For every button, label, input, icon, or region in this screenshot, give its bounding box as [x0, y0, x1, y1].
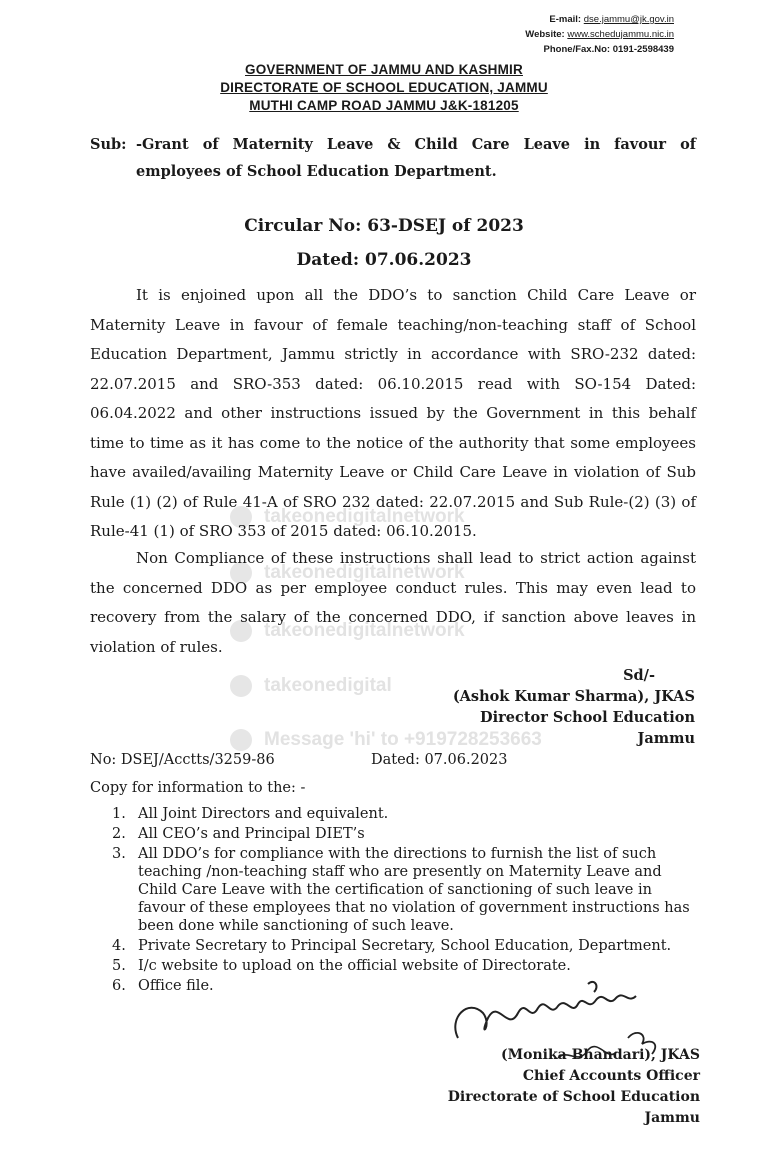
phone-line: Phone/Fax.No: 0191-2598439 — [543, 44, 674, 55]
subject-block — [90, 131, 696, 185]
address-header: MUTHI CAMP ROAD JAMMU J&K-181205 — [249, 98, 519, 113]
sd-mark: Sd/- — [623, 667, 655, 684]
email-link[interactable]: dse.jammu@jk.gov.in — [583, 14, 674, 25]
subject-label: Sub: — [90, 136, 127, 153]
signatory-name: (Ashok Kumar Sharma), JKAS — [452, 688, 695, 705]
website-link[interactable]: www.schedujammu.nic.in — [567, 29, 674, 40]
directorate-header: DIRECTORATE OF SCHOOL EDUCATION, JAMMU — [220, 80, 548, 95]
website-line: Website: www.schedujammu.nic.in — [525, 29, 674, 40]
copy-intro: Copy for information to the: - — [90, 780, 306, 796]
email-line: E-mail: dse.jammu@jk.gov.in — [549, 14, 674, 25]
list-item: 2. All CEO’s and Principal DIET’s — [112, 826, 365, 842]
body-paragraph-2: Non Compliance of these instructions shall lead to strict action against the concerned DDO as per employee conduct rules. This may even lead to recovery from the salary of the concerned DDO, if sanction above leaves in violation of rules. — [90, 549, 696, 656]
watermark-line-2: takeonedigitalnetwork — [230, 562, 465, 584]
watermark-line-1: takeonedigitalnetwork — [230, 506, 465, 528]
contact-block — [525, 12, 674, 57]
subject-line-2: employees of School Education Department. — [136, 163, 497, 180]
signature-block-accounts — [448, 1045, 700, 1129]
subject-line-1: -Grant of Maternity Leave & Child Care Leave in favour of — [136, 136, 696, 153]
reference-date: Dated: 07.06.2023 — [371, 752, 508, 768]
list-item: 4. Private Secretary to Principal Secretary, School Education, Department. — [112, 938, 672, 954]
watermark-line-3: takeonedigitalnetwork — [230, 620, 465, 642]
circular-number: Circular No: 63-DSEJ of 2023 — [244, 216, 524, 236]
watermark-line-4: takeonedigital — [230, 675, 392, 697]
circular-date: Dated: 07.06.2023 — [296, 250, 472, 270]
signatory-place: Jammu — [637, 730, 695, 747]
reference-number: No: DSEJ/Acctts/3259-86 — [90, 752, 275, 768]
signatory2-place: Jammu — [644, 1110, 700, 1126]
twitter-icon — [230, 675, 252, 697]
signatory2-name: (Monika Bhandari), JKAS — [501, 1047, 700, 1063]
list-item: 1. All Joint Directors and equivalent. — [112, 806, 389, 822]
phone-icon — [230, 729, 252, 751]
signature-block-director — [453, 665, 695, 749]
list-item: 3. All DDO’s for compliance with the directions to furnish the list of such teaching /non-teaching staff who are presently on Maternity Leave and Child Care Leave with the certification of sanctioning of such leave in favour of these employees that no violation of government instructions has been done while sanctioning of such leave. — [112, 846, 690, 934]
signatory2-designation: Chief Accounts Officer — [522, 1068, 700, 1084]
list-item: 5. I/c website to upload on the official website of Directorate. — [112, 958, 571, 974]
govt-header: GOVERNMENT OF JAMMU AND KASHMIR — [245, 62, 523, 77]
signatory-designation: Director School Education — [480, 709, 695, 726]
signatory2-office: Directorate of School Education — [447, 1089, 700, 1105]
watermark-line-5: Message 'hi' to +919728253663 — [230, 729, 542, 751]
copy-list — [112, 805, 702, 997]
list-item: 6. Office file. — [112, 978, 214, 994]
body-paragraph-1: It is enjoined upon all the DDO’s to sanction Child Care Leave or Maternity Leave in favour of female teaching/non-teaching staff of School Education Department, Jammu strictly in accordance with SRO-232 dated: 22.07.2015 and SRO-353 dated: 06.10.2015 read with SO-154 Dated: 06.04.2022 and other instructions issued by the Government in this behalf time to time as it has come to the notice of the authority that some employees have availed/availing Maternity Leave or Child Care Leave in violation of Sub Rule (1) (2) of Rule 41-A of SRO 232 dated: 22.07.2015 and Sub Rule-(2) (3) of Rule-41 (1) of SRO 353 of 2015 dated: 06.10.2015. — [90, 286, 696, 540]
